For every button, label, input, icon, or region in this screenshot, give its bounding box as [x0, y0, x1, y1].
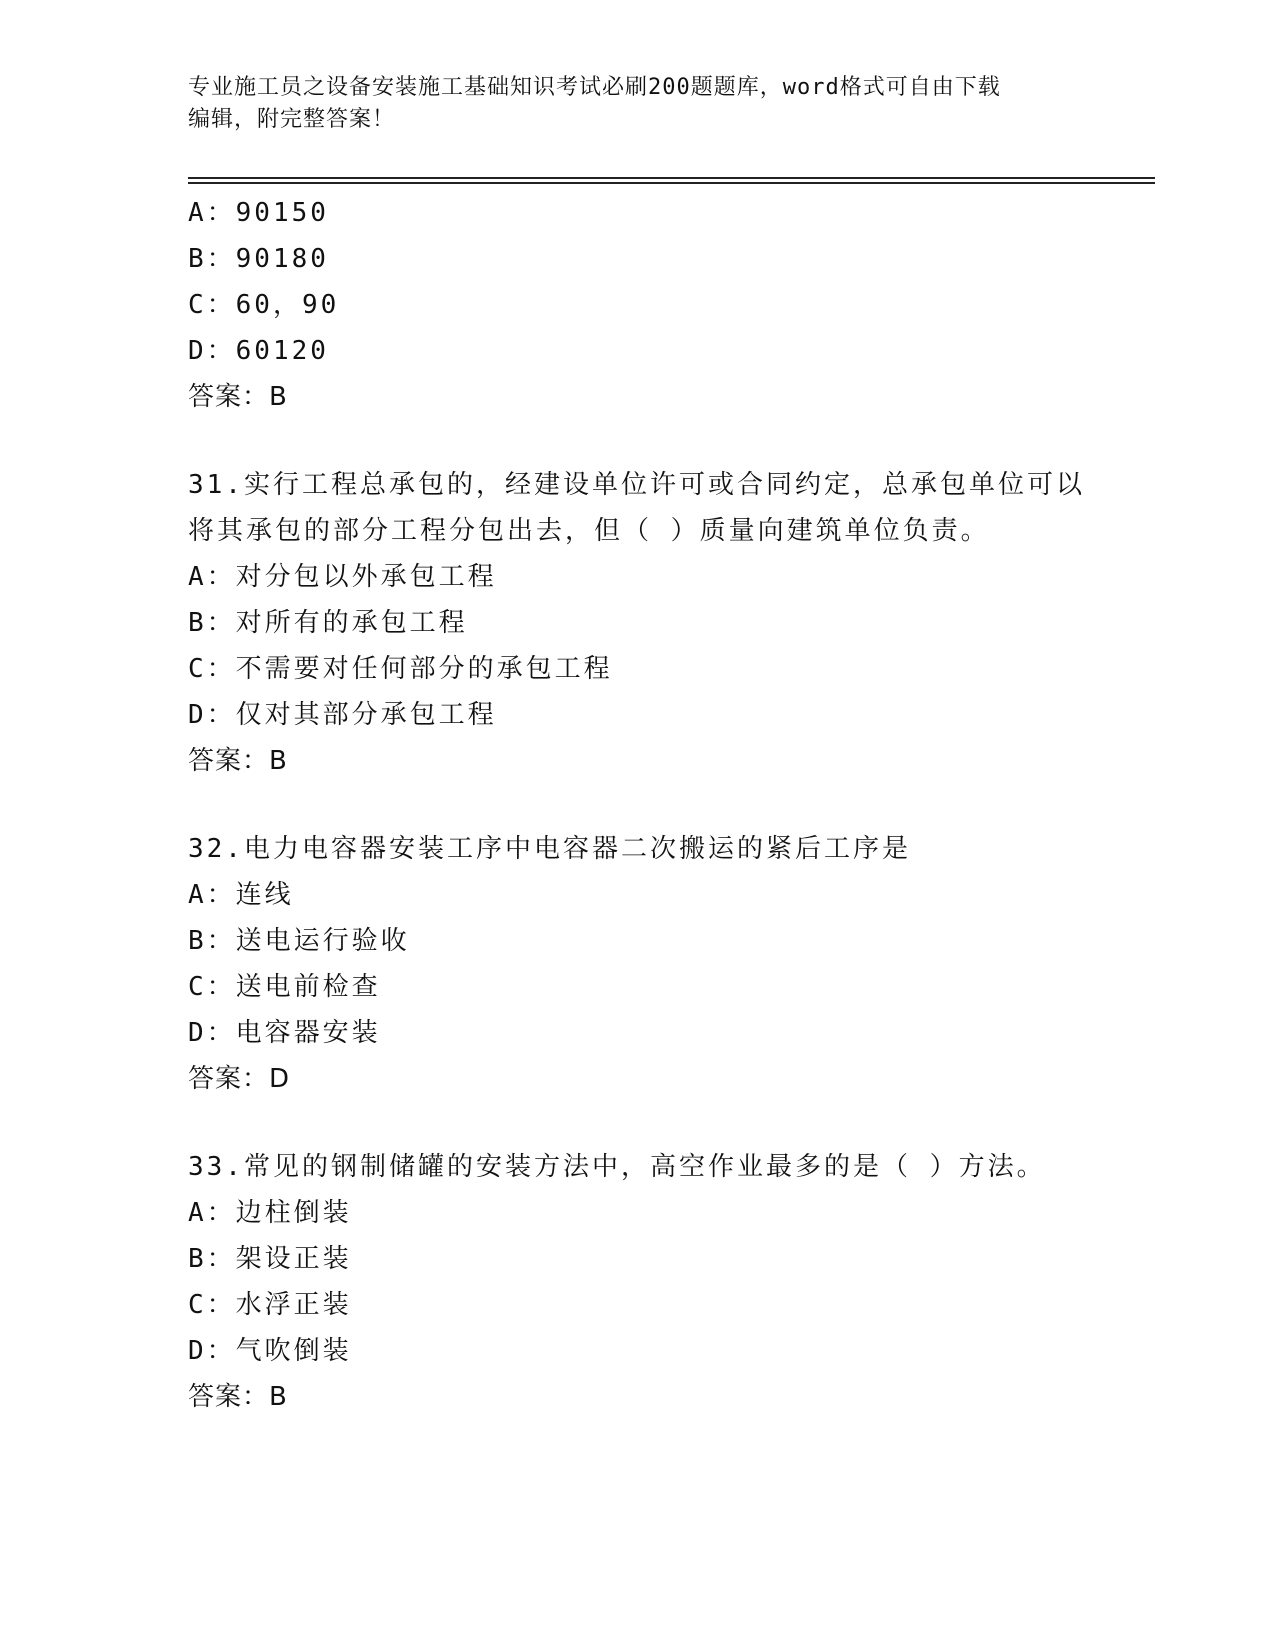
question-text-line-1: 31.实行工程总承包的，经建设单位许可或合同约定，总承包单位可以	[188, 470, 1085, 500]
option-d: D：气吹倒装	[188, 1336, 352, 1366]
option-b: B：架设正装	[188, 1244, 352, 1274]
option-a: A：90150	[188, 198, 329, 228]
document-header	[188, 72, 1088, 136]
option-a: A：对分包以外承包工程	[188, 562, 497, 592]
answer-line: 答案：B	[188, 746, 288, 776]
option-d: D：电容器安装	[188, 1018, 381, 1048]
answer-line: 答案：B	[188, 1382, 288, 1412]
option-c: C：水浮正装	[188, 1290, 352, 1320]
question-text-line-1: 32.电力电容器安装工序中电容器二次搬运的紧后工序是	[188, 834, 911, 864]
option-c: C：送电前检查	[188, 972, 381, 1002]
option-b: B：对所有的承包工程	[188, 608, 468, 638]
option-a: A：边柱倒装	[188, 1198, 352, 1228]
option-c: C：不需要对任何部分的承包工程	[188, 654, 613, 684]
header-divider-bottom	[188, 182, 1155, 184]
question-32	[188, 826, 1088, 1102]
document-body	[188, 190, 1088, 1420]
question-text-line-1: 33.常见的钢制储罐的安装方法中，高空作业最多的是（ ）方法。	[188, 1152, 1046, 1182]
header-line-1: 专业施工员之设备安装施工基础知识考试必刷200题题库，word格式可自由下载	[188, 75, 1001, 100]
header-divider-top	[188, 177, 1155, 179]
option-d: D：仅对其部分承包工程	[188, 700, 497, 730]
option-a: A：连线	[188, 880, 294, 910]
answer-line: 答案：D	[188, 1064, 291, 1094]
answer-line: 答案：B	[188, 382, 288, 412]
option-b: B：90180	[188, 244, 329, 274]
header-line-2: 编辑，附完整答案！	[188, 107, 396, 132]
option-c: C：60，90	[188, 290, 340, 320]
previous-question-block	[188, 190, 1088, 420]
question-31	[188, 462, 1088, 784]
option-b: B：送电运行验收	[188, 926, 410, 956]
question-text-line-2: 将其承包的部分工程分包出去，但（ ）质量向建筑单位负责。	[188, 516, 990, 546]
option-d: D：60120	[188, 336, 329, 366]
question-33	[188, 1144, 1088, 1420]
